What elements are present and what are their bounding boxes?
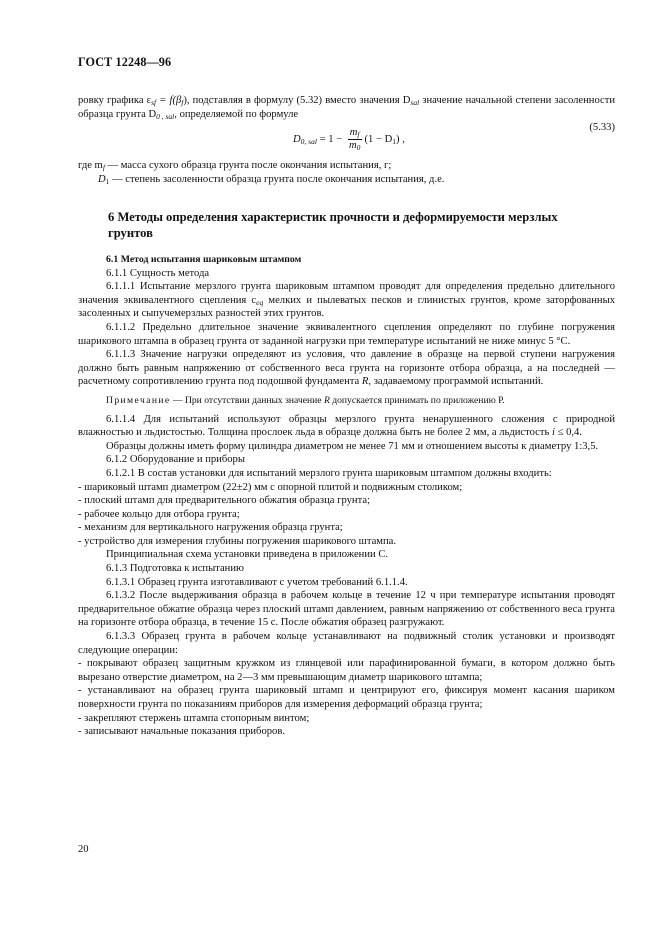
clause-6-1-1-1: 6.1.1.1 Испытание мерзлого грунта шариковым штампом проводят для определения предельно длительного значения эквивалентного сцепления $c_{eq}$ мелких и пылеватых песков и глинистых грунтов, кроме заторфованных засоленных и сыпучемерзлых разностей этих грунтов. — [78, 281, 615, 320]
subsection-6-1-title: 6.1 Метод испытания шариковым штампом — [106, 254, 302, 265]
list-item: - механизм для вертикального нагружения образца грунта; — [78, 522, 343, 534]
section-6-body — [78, 253, 615, 739]
clause-6-1-1-4: 6.1.1.4 Для испытаний используют образцы мерзлого грунта ненарушенного сложения с природной влажностью и льдистостью. Толщина прослоек льда в образце должна быть не более 2 мм, а льдистость i ≤ 0,4. — [78, 413, 615, 439]
intro-paragraph: ровку графика $\varepsilon_{sf} = f(\beta_f)$, подставляя в формулу (5.32) вместо значения $D_{sal}$ значение начальной степени засоленности образца грунта $D_{0 , sal}$, определяемой по формуле — [78, 95, 616, 121]
list-item: - плоский штамп для предварительного обжатия образца грунта; — [78, 495, 371, 507]
equation-number: (5.33) — [589, 122, 615, 134]
list-item: - шариковый штамп диаметром (22±2) мм с опорной плитой и подвижным столиком; — [78, 481, 463, 493]
clause-6-1-3-1: 6.1.3.1 Образец грунта изготавливают с учетом требований 6.1.1.4. — [106, 576, 408, 588]
note-paragraph: Примечание — При отсутствии данных значение R допускается принимать по приложению Р. — [106, 394, 505, 406]
where-d1: $D_1$ — степень засоленности образца грунта после окончания испытания, д.е. — [98, 173, 445, 186]
clause-6-1-3: 6.1.3 Подготовка к испытанию — [106, 563, 244, 575]
where-mf: где $m_f$ — масса сухого образца грунта после окончания испытания, г; — [78, 160, 392, 173]
list-item: - покрывают образец защитным кружком из глянцевой или парафинированной бумаги, в котором должно быть вырезано отверстие диаметром, на 2—3 мм превышающим диаметр шарикового штампа; — [78, 658, 615, 683]
list-item: - записывают начальные показания приборов. — [78, 726, 285, 738]
clause-6-1-3-2: 6.1.3.2 После выдерживания образца в рабочем кольце в течение 12 ч при температуре испытания проводят предварительное обжатие образца через плоский штамп давлением, равным напряжению от собственного веса грунта на горизонте отбора образца, в течение 15 с. После обжатия образец разгружают. — [78, 590, 615, 629]
clause-6-1-1-3: 6.1.1.3 Значение нагрузки определяют из условия, что давление в образце на первой ступени нагружения должно быть равным напряжению от собственного веса грунта на горизонте отбора образца, а на последней — расчетному сопротивлению грунта под подошвой фундамента R, задаваемому программой испытаний. — [78, 349, 615, 388]
list-item: - устанавливают на образец грунта шариковый штамп и центрируют его, фиксируя момент касания шариком поверхности грунта по показаниям приборов для измерения деформаций образца грунта; — [78, 685, 615, 710]
clause-6-1-3-3: 6.1.3.3 Образец грунта в рабочем кольце устанавливают на подвижный столик установки и производят следующие операции: — [78, 631, 615, 656]
mass-fraction: $\frac{m_f}{m_0}$ — [348, 127, 361, 153]
list-item: - рабочее кольцо для отбора грунта; — [78, 508, 240, 520]
top-continuation — [78, 94, 615, 186]
page-number: 20 — [78, 844, 89, 855]
sample-shape-paragraph: Образцы должны иметь форму цилиндра диаметром не менее 71 мм и отношением высоты к диаметру 1:3,5. — [106, 440, 599, 452]
formula-5-33 — [78, 121, 615, 159]
document-code-header: ГОСТ 12248—96 — [78, 55, 172, 69]
list-item: - устройство для измерения глубины погружения шарикового штампа. — [78, 535, 397, 547]
principal-scheme-paragraph: Принципиальная схема установки приведена в приложении С. — [106, 549, 389, 561]
section-6-heading: 6 Методы определения характеристик прочности и деформируемости мерзлых грунтов — [108, 210, 558, 240]
clause-6-1-2: 6.1.2 Оборудование и приборы — [106, 454, 245, 466]
clause-6-1-2-1: 6.1.2.1 В состав установки для испытаний мерзлого грунта шариковым штампом должны входить: — [106, 467, 552, 479]
clause-6-1-1-2: 6.1.1.2 Предельно длительное значение эквивалентного сцепления определяют по глубине погружения шарикового штампа в образец грунта от заданной нагрузки при температуре испытаний не ниже минус 5 °С. — [78, 321, 615, 347]
formula-expression: $D_{0, sal} = 1$ − $\frac{m_f}{m_0}$ $(1 - D_1)$ , — [293, 127, 405, 153]
clause-6-1-1: 6.1.1 Сущность метода — [106, 267, 210, 279]
list-item: - закрепляют стержень штампа стопорным винтом; — [78, 712, 310, 724]
